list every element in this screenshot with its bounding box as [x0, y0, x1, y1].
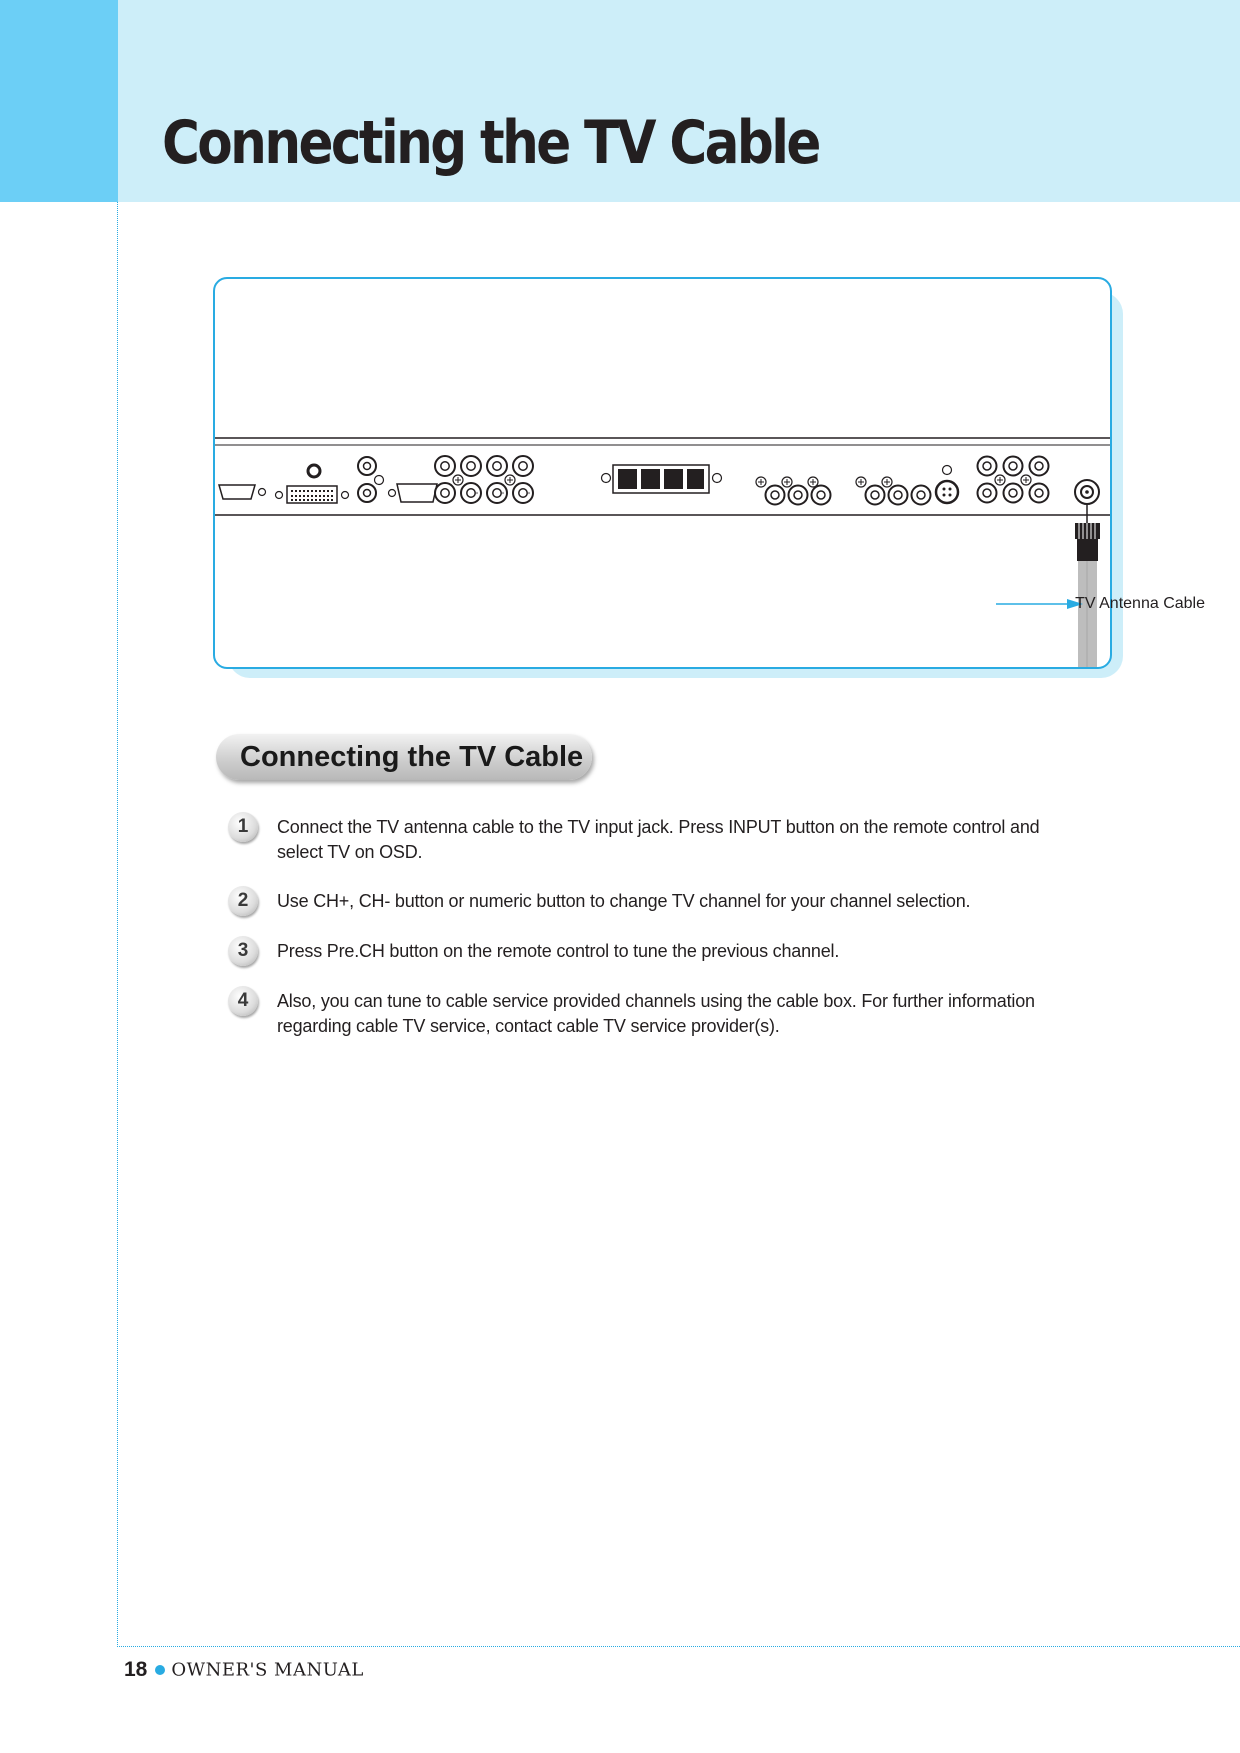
step-number: 4 — [237, 990, 249, 1011]
step-number-badge — [228, 936, 258, 966]
section-heading: Connecting the TV Cable — [240, 741, 584, 773]
footer-divider — [117, 1646, 1240, 1647]
rca-jack — [1030, 484, 1049, 503]
rca-jack — [766, 486, 785, 505]
antenna-input-jack — [1075, 480, 1099, 504]
step-number-badge — [228, 886, 258, 916]
step-number-badge — [228, 812, 258, 842]
rca-jack — [866, 486, 885, 505]
step-number: 3 — [237, 940, 249, 961]
rca-jack — [1030, 457, 1049, 476]
serial-port — [219, 485, 266, 499]
rca-jack — [435, 456, 455, 476]
step-number: 1 — [237, 816, 249, 837]
margin-divider — [117, 202, 118, 1647]
dvi-port — [276, 465, 349, 503]
step-text: Use CH+, CH- button or numeric button to change TV channel for your channel selection. — [277, 891, 971, 911]
rca-jack — [487, 456, 507, 476]
rca-jack — [435, 483, 455, 503]
antenna-cable — [1075, 505, 1100, 667]
rca-jack — [978, 457, 997, 476]
rca-jack — [812, 486, 831, 505]
component-block — [602, 465, 722, 493]
step-text: Press Pre.CH button on the remote control to tune the previous channel. — [277, 941, 840, 961]
rca-jack — [1004, 457, 1023, 476]
step-text: Connect the TV antenna cable to the TV input jack. Press INPUT button on the remote control and select TV on OSD. — [277, 817, 1040, 862]
rca-jack — [461, 456, 481, 476]
step-number: 2 — [237, 890, 249, 911]
s-video-jack — [936, 466, 958, 504]
page-number: 18 — [124, 1658, 148, 1681]
page-footer — [124, 1658, 364, 1682]
footer-bullet-icon — [155, 1665, 165, 1675]
step-number-badge — [228, 986, 258, 1016]
connection-diagram — [213, 277, 1205, 669]
section-heading-pill — [216, 734, 592, 780]
rca-jack — [912, 486, 931, 505]
cable-label: TV Antenna Cable — [1075, 595, 1205, 612]
rca-jack — [513, 456, 533, 476]
pc-audio-jacks — [358, 457, 384, 502]
page-title: Connecting the TV Cable — [162, 108, 819, 178]
rca-jack — [889, 486, 908, 505]
rca-jack — [789, 486, 808, 505]
rca-jack — [978, 484, 997, 503]
header-tab — [0, 0, 118, 202]
footer-label: OWNER'S MANUAL — [171, 1659, 364, 1681]
step-text: Also, you can tune to cable service provided channels using the cable box. For further information regarding cable TV service, contact cable TV service provider(s). — [277, 991, 1035, 1036]
rca-jack — [1004, 484, 1023, 503]
